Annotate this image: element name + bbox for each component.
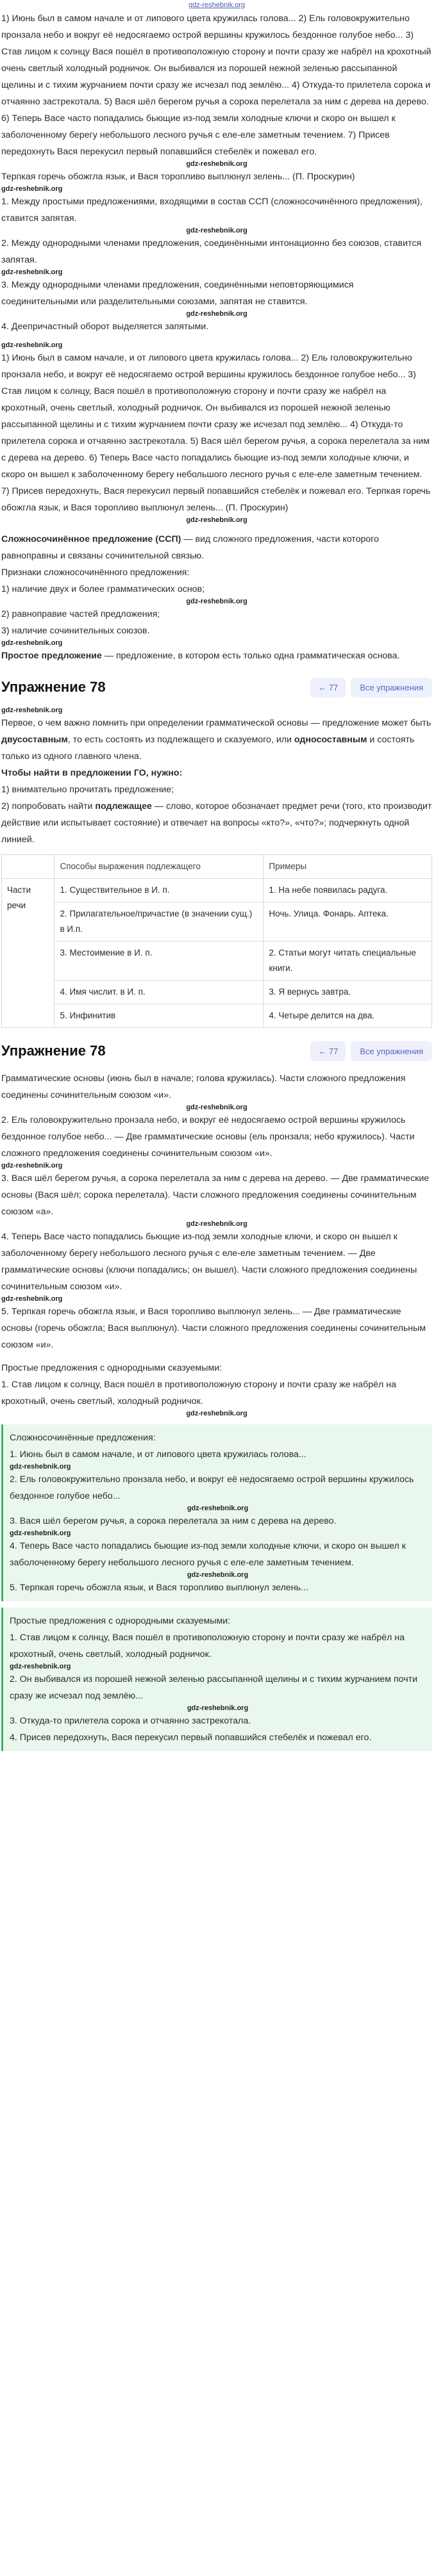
table-cell: 5. Инфинитив (55, 1004, 264, 1028)
table-row (2, 902, 432, 942)
answer-item: 4. Теперь Васе часто попадались бьющие из-под земли холодные ключи, и скоро он вышел к заболоченному берегу небольшого лесного ручья с еле-еле заметным течением. — Две грамматические основы (ключи попадались; он вышел). Части сложного предложения соединены сочинительным союзом «и». (1, 1232, 417, 1292)
basis-how-title: Чтобы найти в предложении ГО, нужно: (1, 768, 183, 778)
basis-text: , то есть состоять из подлежащего и сказуемого, или (67, 735, 294, 745)
answer-item: 3. Вася шёл берегом ручья, а сорока перелетала за ним с дерева на дерево. — Две грамматические основы (Вася шёл; сорока перелетала). Части сложного предложения соединены сочинительным союзом «а». (1, 1173, 430, 1217)
exercise-title: Упражнение 78 (1, 1043, 106, 1059)
basis-text: и состоять только из одного главного члена. (1, 735, 415, 762)
simple-definition (1, 648, 432, 664)
simple-item: 2. Он выбивался из порошей нежной зеленью рассыпанной щелины и с тихим журчанием почти сразу же исчезал под землёю... (10, 1674, 418, 1701)
sign-item: 2) равноправие частей предложения; (1, 609, 160, 619)
two-part-term: двусоставным (1, 735, 68, 745)
watermark: gdz-reshebnik.org (10, 1663, 71, 1670)
sign-item: 1) наличие двух и более грамматических основ; (1, 584, 205, 594)
table-cell: 4. Имя числит. в И. п. (55, 981, 264, 1004)
watermark: gdz-reshebnik.org (1, 185, 63, 193)
watermark: gdz-reshebnik.org (187, 1571, 249, 1579)
complex-item: 1. Июнь был в самом начале, и от липового цвета кружилась голова... (10, 1449, 306, 1460)
watermark: gdz-reshebnik.org (10, 1529, 71, 1537)
watermark: gdz-reshebnik.org (10, 1463, 71, 1471)
watermark: gdz-reshebnik.org (186, 1104, 247, 1111)
subject-table (1, 854, 432, 1028)
simple-def: — предложение, в котором есть только одна грамматическая основа. (101, 651, 400, 661)
answer-item: 5. Терпкая горечь обожгла язык, и Вася торопливо выплюнул зелень... — Две грамматические основы (горечь обожгла; Вася выплюнул). Части сложного предложения соединены сочинительным союзом «и». (1, 1307, 426, 1350)
sign-item: 3) наличие сочинительных союзов. (1, 626, 150, 636)
complex-item: 5. Терпкая горечь обожгла язык, и Вася торопливо выплюнул зелень... (10, 1583, 308, 1593)
exercise-header (1, 674, 432, 700)
watermark: gdz-reshebnik.org (186, 310, 247, 318)
basis-note (1, 706, 432, 848)
subject-term: подлежащее (95, 801, 152, 811)
rule-item: 1. Между простыми предложениями, входящими в состав ССП (сложносочинённого предложения), ставится запятая. (1, 197, 423, 224)
watermark: gdz-reshebnik.org (186, 516, 247, 524)
basis-text: 2) попробовать найти (1, 801, 96, 811)
complex-sentences-block (1, 1424, 432, 1601)
watermark: gdz-reshebnik.org (186, 1220, 247, 1228)
table-cell: 3. Я вернусь завтра. (264, 981, 432, 1004)
table-row (2, 942, 432, 981)
exercise-header (1, 1038, 432, 1064)
rule-item: 2. Между однородными членами предложения, соединёнными интонационно без союзов, ставится запятая. (1, 238, 422, 265)
all-exercises-button[interactable]: Все упражнения (351, 1041, 432, 1061)
full-text (1, 341, 432, 525)
complex-item: 4. Теперь Васе часто попадались бьющие из-под земли холодные ключи, и скоро он вышел к заболоченному берегу небольшого лесного ручья с еле-еле заметным течением. (10, 1541, 406, 1568)
intro-paragraph: 1) Июнь был в самом начале и от липового цвета кружилась голова... 2) Ель головокружительно пронзала небо и вокруг её недосягаемо острой вершины кружилось бездонное голубое небо... 3) Став лицом к солнцу Вася пошёл в противоположную сторону и почти сразу же набрёл на крохотный очень светлый холодный родничок. Он выбивался из порошей нежной зеленью рассыпанной щелины и с тихим журчанием почти сразу же исчезал под землёю... 4) Откуда-то прилетела сорока и отчаянно застрекотала. 5) Вася шёл берегом ручья а сорока перелетала за ним с дерева на дерево. 6) Теперь Васе часто попадались бьющие из-под земли холодные ключи и скоро он вышел к заболоченному берегу небольшого лесного ручья с еле-еле заметным течением. 7) Присев передохнуть Вася перекусил первый попавшийся стебелёк и пожевал его. (1, 13, 432, 157)
basis-text: Первое, о чем важно помнить при определении грамматической основы — предложение может быть (1, 718, 432, 728)
watermark: gdz-reshebnik.org (186, 598, 247, 605)
table-row (2, 879, 432, 902)
watermark: gdz-reshebnik.org (1, 706, 63, 714)
table-row (2, 981, 432, 1004)
ssp-term: Сложносочинённое предложение (ССП) (1, 534, 181, 544)
watermark: gdz-reshebnik.org (187, 1504, 249, 1512)
table-cell: 2. Прилагательное/причастие (в значении сущ.) в И.п. (55, 902, 264, 942)
simple-term: Простое предложение (1, 651, 102, 661)
site-link[interactable]: gdz-reshebnik.org (188, 1, 246, 9)
simple-item: 3. Откуда-то прилетела сорока и отчаянно застрекотала. (10, 1716, 251, 1726)
watermark: gdz-reshebnik.org (186, 227, 247, 234)
watermark: gdz-reshebnik.org (1, 639, 63, 647)
watermark: gdz-reshebnik.org (187, 1704, 249, 1712)
table-header: Примеры (264, 855, 432, 879)
table-cell: 4. Четыре делится на два. (264, 1004, 432, 1028)
intro-text (1, 10, 432, 335)
complex-item: 2. Ель головокружительно пронзала небо, и вокруг её недосягаемо острой вершины кружилось бездонное голубое небо... (10, 1474, 414, 1501)
rule-item: 4. Деепричастный оборот выделяется запятыми. (1, 322, 209, 332)
one-part-term: односоставным (294, 735, 367, 745)
simple-title: Простые предложения с однородными сказуемыми: (10, 1616, 231, 1626)
exercise-text: 1) Июнь был в самом начале, и от липового цвета кружилась голова... 2) Ель головокружительно пронзала небо, и вокруг её недосягаемо острой вершины кружилось бездонное голубое небо... 3) Став лицом к солнцу, Вася пошёл в противоположную сторону и почти сразу же набрёл на крохотный, очень светлый, холодный родничок. Он выбивался из порошей нежной зеленью рассыпанной щелины и с тихим журчанием почти сразу же исчезал под землёю... 4) Откуда-то прилетела сорока и отчаянно застрекотала. 5) Вася шёл берегом ручья, а сорока перелетала за ним с дерева на дерево. 6) Теперь Васе часто попадались бьющие из-под земли холодные ключи, и скоро он вышел к заболоченному берегу небольшого лесного ручья с еле-еле заметным течением. 7) Присев передохнуть, Вася перекусил первый попавшийся стебелёк и пожевал его. Терпкая горечь обожгла язык, и Вася торопливо выплюнул зелень... (П. Проскурин) (1, 353, 431, 513)
exercise-title: Упражнение 78 (1, 679, 106, 695)
basis-paragraph (1, 715, 432, 765)
prev-exercise-button[interactable]: ← 77 (310, 678, 346, 697)
simple-sentences-block (1, 1608, 432, 1751)
table-cell: 1. Существительное в И. п. (55, 879, 264, 902)
answer-item: 2. Ель головокружительно пронзала небо, и вокруг её недосягаемо острой вершины кружилось бездонное голубое небо... — Две грамматические основы (ель пронзала; небо кружилось). Части сложного предложения соединены сочинительным союзом «и». (1, 1115, 415, 1159)
table-cell: Ночь. Улица. Фонарь. Аптека. (264, 902, 432, 942)
rule-item: 3. Между однородными членами предложения, соединёнными неповторяющимися соединительными или разделительными союзами, запятая не ставится. (1, 280, 354, 307)
table-row (2, 1004, 432, 1028)
homogeneous-item: 1. Став лицом к солнцу, Вася пошёл в противоположную сторону и почти сразу же набрёл на крохотный, очень светлый, холодный родничок. (1, 1380, 397, 1406)
ssp-def: — вид сложного предложения, части которого равноправны и связаны сочинительной связью. (1, 534, 380, 561)
exercise-nav (310, 1041, 432, 1061)
complex-item: 3. Вася шёл берегом ручья, а сорока перелетала за ним с дерева на дерево. (10, 1516, 337, 1526)
watermark: gdz-reshebnik.org (1, 341, 63, 349)
table-row-label: Части речи (2, 879, 55, 1028)
intro-paragraph: Терпкая горечь обожгла язык, и Вася торопливо выплюнул зелень... (П. Проскурин) (1, 172, 355, 182)
watermark: gdz-reshebnik.org (1, 268, 63, 276)
table-cell: 1. На небе появилась радуга. (264, 879, 432, 902)
table-cell: 3. Местоимение в И. п. (55, 942, 264, 981)
answer-lead: Грамматические основы (июнь был в начале; голова кружилась). Части сложного предложения соединены сочинительным союзом «и». (1, 1073, 406, 1100)
complex-title: Сложносочинённые предложения: (10, 1433, 156, 1443)
basis-step (1, 798, 432, 848)
homogeneous-title: Простые предложения с однородными сказуемыми: (1, 1363, 222, 1373)
table-cell: 2. Статьи могут читать специальные книги. (264, 942, 432, 981)
basis-text: — слово, которое обозначает предмет речи (того, кто производит действие или испытывает состояние) и отвечает на вопросы «кто?», «что?»; подчеркнуть одной линией. (1, 801, 432, 845)
table-header: Способы выражения подлежащего (55, 855, 264, 879)
homogeneous-block (1, 1360, 432, 1418)
ssp-definition (1, 531, 432, 564)
answer-block (1, 1070, 432, 1353)
watermark: gdz-reshebnik.org (186, 1410, 247, 1417)
signs-title: Признаки сложносочинённого предложения: (1, 567, 190, 578)
prev-exercise-button[interactable]: ← 77 (310, 1041, 346, 1061)
all-exercises-button[interactable]: Все упражнения (351, 678, 432, 697)
simple-item: 4. Присев передохнуть, Вася перекусил первый попавшийся стебелёк и пожевал его. (10, 1732, 372, 1743)
watermark: gdz-reshebnik.org (186, 160, 247, 168)
table-header (2, 855, 55, 879)
table-header-row (2, 855, 432, 879)
basis-step: 1) внимательно прочитать предложение; (1, 785, 174, 795)
watermark: gdz-reshebnik.org (1, 1162, 63, 1170)
exercise-nav (310, 678, 432, 697)
simple-item: 1. Став лицом к солнцу, Вася пошёл в противоположную сторону и почти сразу же набрёл на крохотный, очень светлый, холодный родничок. (10, 1633, 405, 1659)
watermark: gdz-reshebnik.org (1, 1295, 63, 1303)
theory-block (1, 531, 432, 664)
